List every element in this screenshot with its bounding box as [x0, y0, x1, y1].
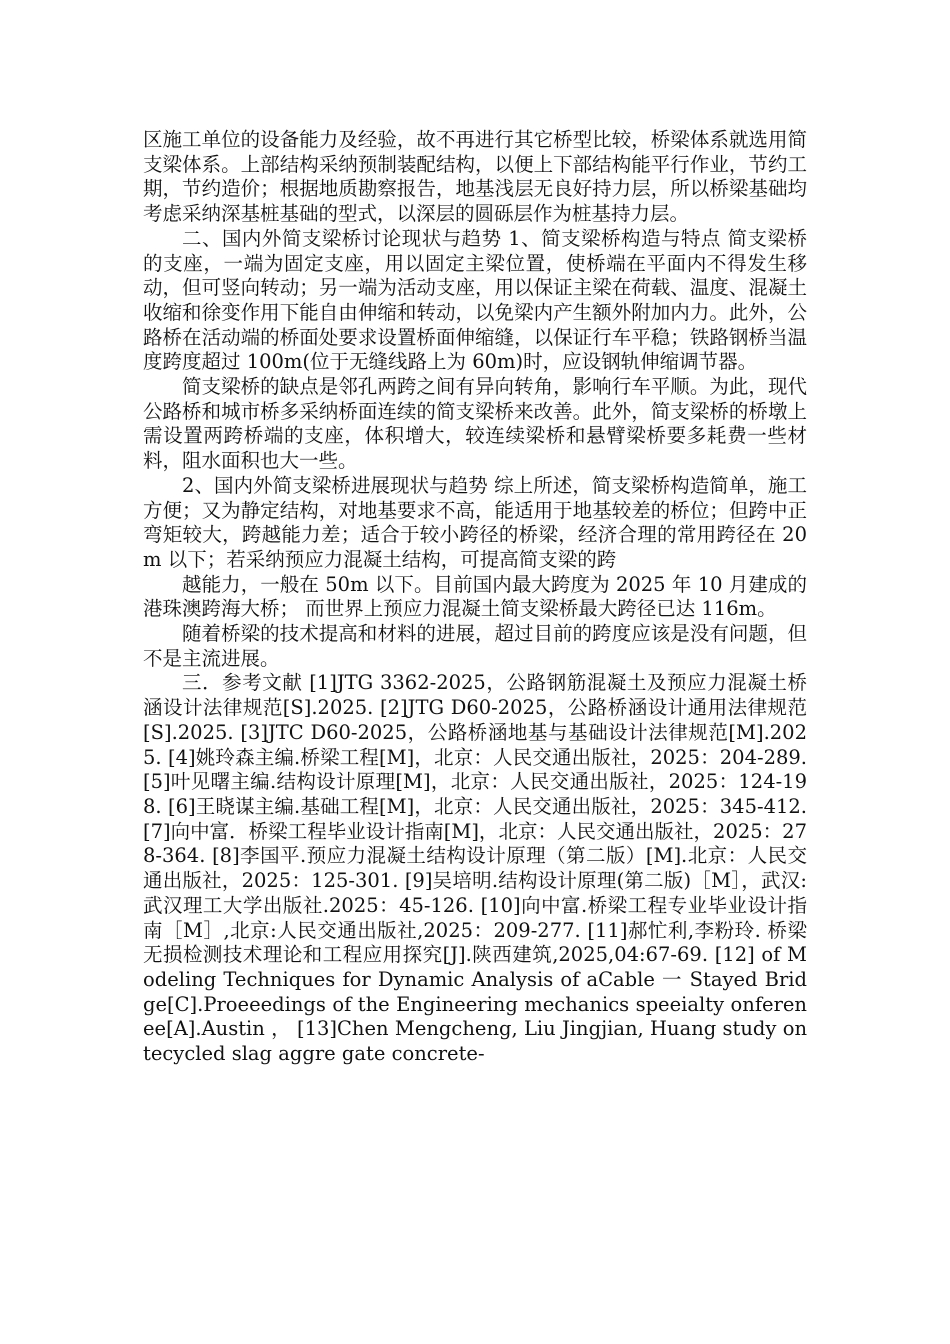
paragraph-references: 三．参考文献 [1]JTG 3362-2025，公路钢筋混凝土及预应力混凝土桥涵设计法律规范[S].2025. [2]JTG D60-2025，公路桥涵设计通用法律规范[S].2025. [3]JTC D60-2025，公路桥涵地基与基础设计法律规范[M].2025. [4]姚玲森主编.桥梁工程[M]，北京：人民交通出版社，2025：204-289. [5]叶见曙主编.结构设计原理[M]，北京：人民交通出版社，2025：124-198. [6]王晓谋主编.基础工程[M]，北京：人民交通出版社，2025：345-412. [7]向中富．桥梁工程毕业设计指南[M]，北京：人民交通出版社，2025：278-364. [8]李国平.预应力混凝土结构设计原理（第二版）[M].北京：人民交通出版社，2025：125-301. [9]吴培明.结构设计原理(第二版)［M］，武汉:武汉理工大学出版社.2025：45-126. [10]向中富.桥梁工程专业毕业设计指南［M］,北京:人民交通出版社,2025：209-277. [11]郝忙利,李粉玲. 桥梁无损检测技术理论和工程应用探究[J].陕西建筑,2025,04:67-69. [12] of Modeling Techniques for Dynamic Analysis of aCable 一 Stayed Bridge[C].Proeeedings of the Engineering mechanics speeialty onferenee[A].Austin ， [13]Chen Mengcheng, Liu Jingjian, Huang study ontecycled slag aggre gate concrete- — [143, 671, 807, 1066]
paragraph-disadvantages: 简支梁桥的缺点是邻孔两跨之间有异向转角，影响行车平顺。为此，现代公路桥和城市桥多采纳桥面连续的简支梁桥来改善。此外，简支梁桥的桥墩上需设置两跨桥端的支座，体积增大，较连续梁桥和悬臂梁桥要多耗费一些材料，阻水面积也大一些。 — [143, 375, 807, 473]
document-page — [143, 128, 807, 1067]
paragraph-research-status: 二、国内外简支梁桥讨论现状与趋势 1、简支梁桥构造与特点 简支梁桥的支座，一端为固定支座，用以固定主梁位置，使桥端在平面内不得发生移动，但可竖向转动；另一端为活动支座，用以保证主梁在荷载、温度、混凝土收缩和徐变作用下能自由伸缩和转动，以免梁内产生额外附加内力。此外，公路桥在活动端的桥面处要求设置桥面伸缩缝，以保证行车平稳；铁路钢桥当温度跨度超过 100m(位于无缝线路上为 60m)时，应设钢轨伸缩调节器。 — [143, 226, 807, 374]
paragraph-technology-progress: 随着桥梁的技术提高和材料的进展，超过目前的跨度应该是没有问题，但不是主流进展。 — [143, 622, 807, 670]
paragraph-intro: 区施工单位的设备能力及经验，故不再进行其它桥型比较，桥梁体系就选用简支梁体系。上部结构采纳预制装配结构，以便上下部结构能平行作业，节约工期，节约造价；根据地质勘察报告，地基浅层无良好持力层，所以桥梁基础均考虑采纳深基桩基础的型式，以深层的圆砾层作为桩基持力层。 — [143, 128, 807, 226]
paragraph-development-trend: 2、国内外简支梁桥进展现状与趋势 综上所述，简支梁桥构造简单，施工方便；又为静定结构，对地基要求不高，能适用于地基较差的桥位；但跨中正弯矩较大，跨越能力差；适合于较小跨径的桥梁，经济合理的常用跨径在 20m 以下；若采纳预应力混凝土结构，可提高简支梁的跨 — [143, 473, 807, 571]
paragraph-span-capacity: 越能力，一般在 50m 以下。目前国内最大跨度为 2025 年 10 月建成的港珠澳跨海大桥； 而世界上预应力混凝土简支梁桥最大跨径已达 116m。 — [143, 572, 807, 621]
